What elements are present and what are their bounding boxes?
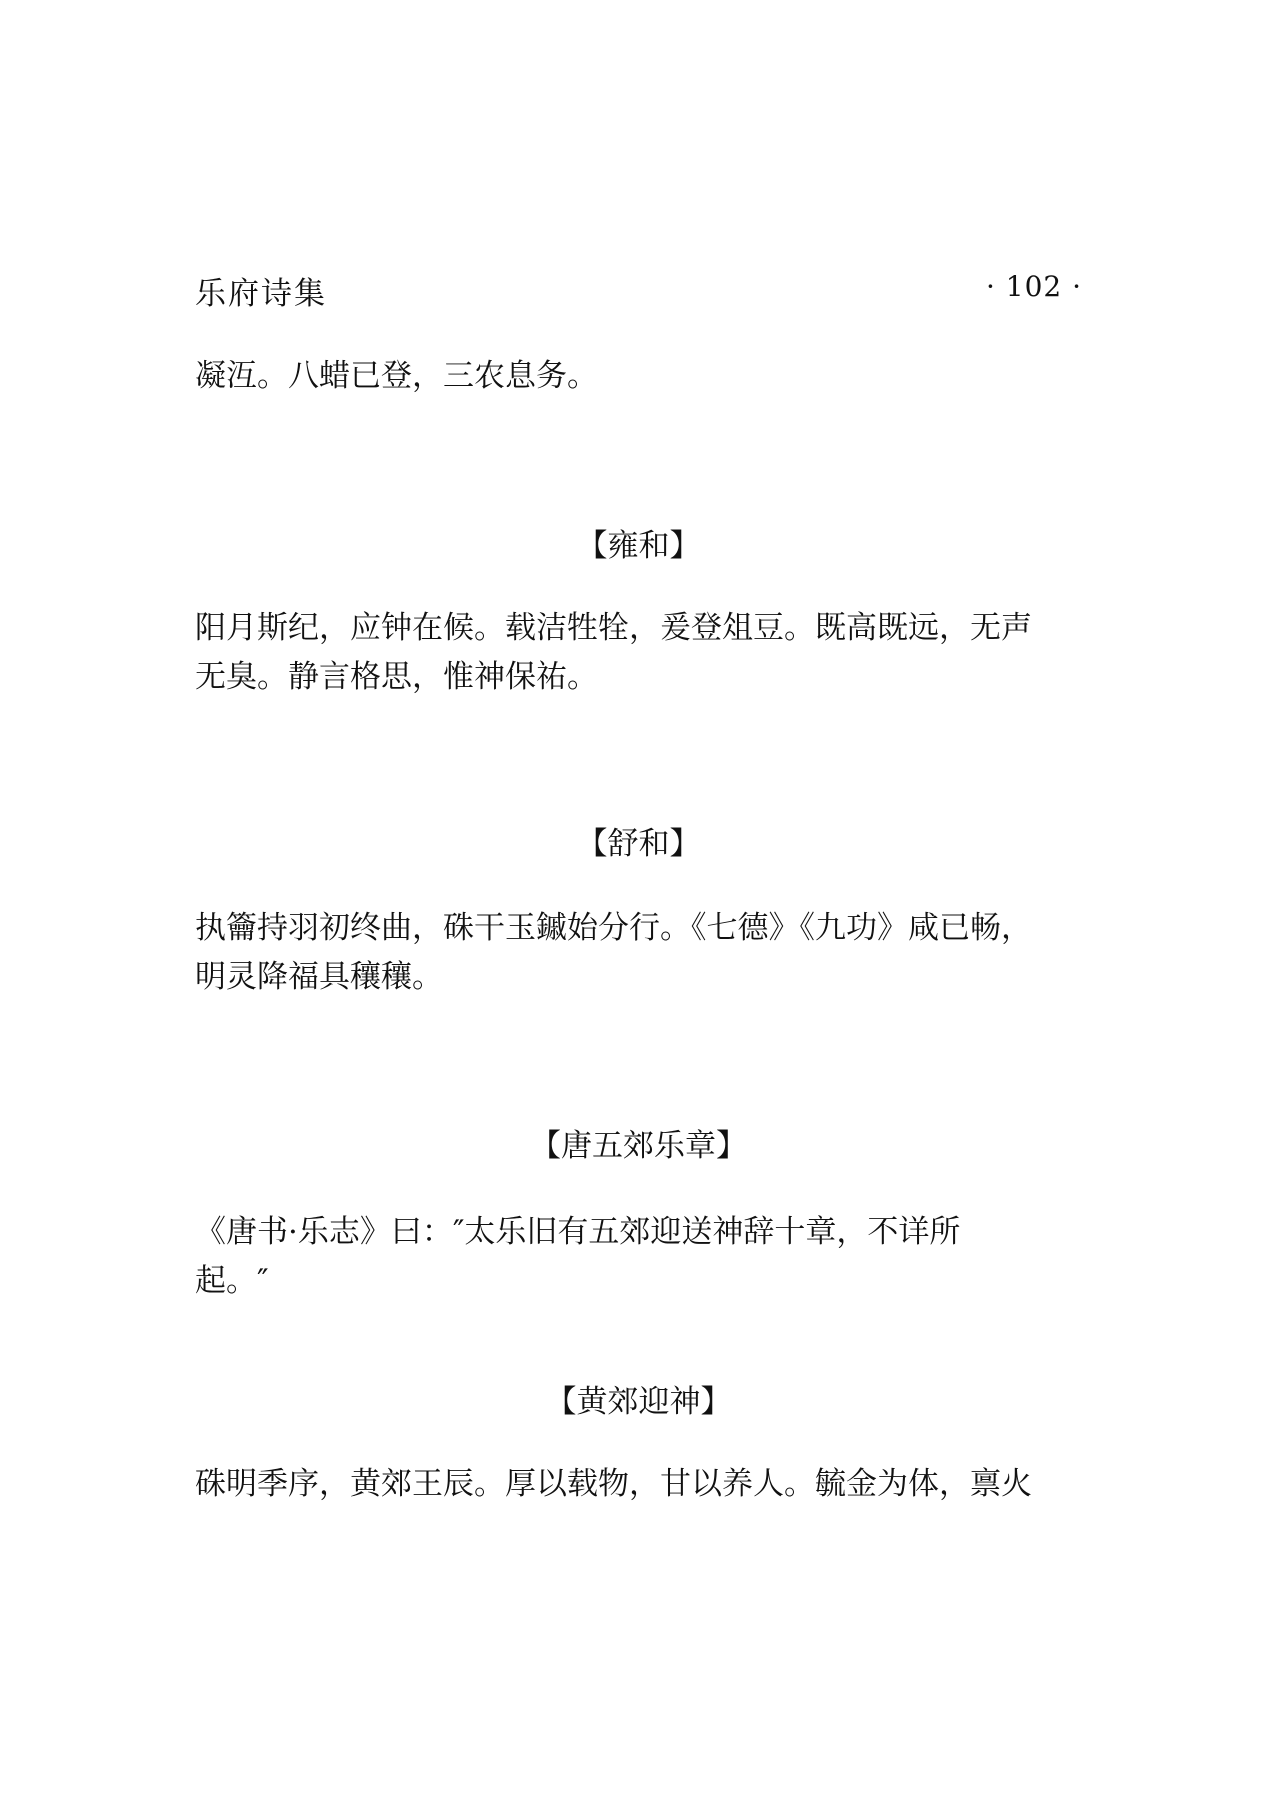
- text-line: 执籥持羽初终曲，硃干玉鏚始分行。《七德》《九功》咸已畅，: [195, 910, 1032, 946]
- section-heading-tang-wujiao: 【唐五郊乐章】: [530, 1128, 747, 1164]
- text-line: 硃明季序，黄郊王辰。厚以载物，甘以养人。毓金为体，禀火: [195, 1466, 1032, 1502]
- paragraph-continuation: [195, 352, 1090, 401]
- text-line: 起。″: [195, 1263, 269, 1299]
- book-title: 乐府诗集: [195, 276, 327, 312]
- section-heading-shuhe: 【舒和】: [576, 826, 701, 862]
- text-line: 凝沍。八蜡已登，三农息务。: [195, 358, 598, 394]
- section-heading-yonghe: 【雍和】: [576, 528, 701, 564]
- text-line: 明灵降福具穰穰。: [195, 959, 443, 995]
- paragraph-tang-wujiao: [195, 1208, 1090, 1306]
- text-line: 阳月斯纪，应钟在候。载洁牲牷，爰登俎豆。既高既远，无声: [195, 610, 1032, 646]
- section-heading-huangjiao: 【黄郊迎神】: [545, 1384, 732, 1420]
- page-number: · 102 ·: [985, 270, 1082, 303]
- paragraph-huangjiao: [195, 1460, 1090, 1509]
- running-header: [195, 268, 1082, 312]
- text-line: 无臭。静言格思，惟神保祐。: [195, 659, 598, 695]
- paragraph-shuhe: [195, 904, 1090, 1002]
- text-line: 《唐书·乐志》曰：″太乐旧有五郊迎送神辞十章，不详所: [195, 1214, 961, 1250]
- paragraph-yonghe: [195, 604, 1090, 702]
